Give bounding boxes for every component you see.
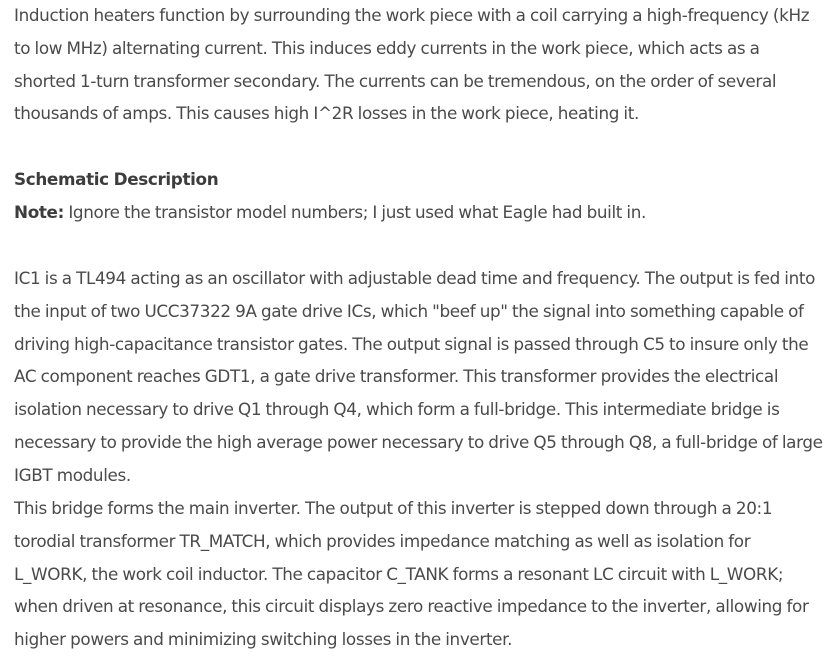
intro-paragraph: Induction heaters function by surrounding the work piece with a coil carrying a high-frequency (kHz to low MHz) alternating current. This induces eddy currents in the work piece, which acts as a shorted 1-turn transformer secondary. The currents can be tremendous, on the order of several thousands of amps. This causes high I^2R losses in the work piece, heating it.	[14, 5, 810, 124]
note-label: Note:	[14, 202, 64, 222]
bridge-paragraph: This bridge forms the main inverter. The output of this inverter is stepped down through a 20:1 torodial transformer TR_MATCH, which provides impedance matching as well as isolation for L_WORK, the work coil inductor. The capacitor C_TANK forms a resonant LC circuit with L_WORK; when driven at resonance, this circuit displays zero reactive impedance to the inverter, allowing for higher powers and minimizing switching losses in the inverter.	[14, 498, 809, 650]
schematic-heading: Schematic Description	[14, 169, 219, 189]
note-text: Ignore the transistor model numbers; I just used what Eagle had built in.	[63, 202, 647, 222]
note-paragraph	[14, 196, 824, 229]
ic1-paragraph: IC1 is a TL494 acting as an oscillator with adjustable dead time and frequency. The output is fed into the input of two UCC37322 9A gate drive ICs, which "beef up" the signal into something capable of driving high-capacitance transistor gates. The output signal is passed through C5 to insure only the AC component reaches GDT1, a gate drive transformer. This transformer provides the electrical isolation necessary to drive Q1 through Q4, which form a full-bridge. This intermediate bridge is necessary to provide the high average power necessary to drive Q5 through Q8, a full-bridge of large IGBT modules.	[14, 268, 823, 485]
